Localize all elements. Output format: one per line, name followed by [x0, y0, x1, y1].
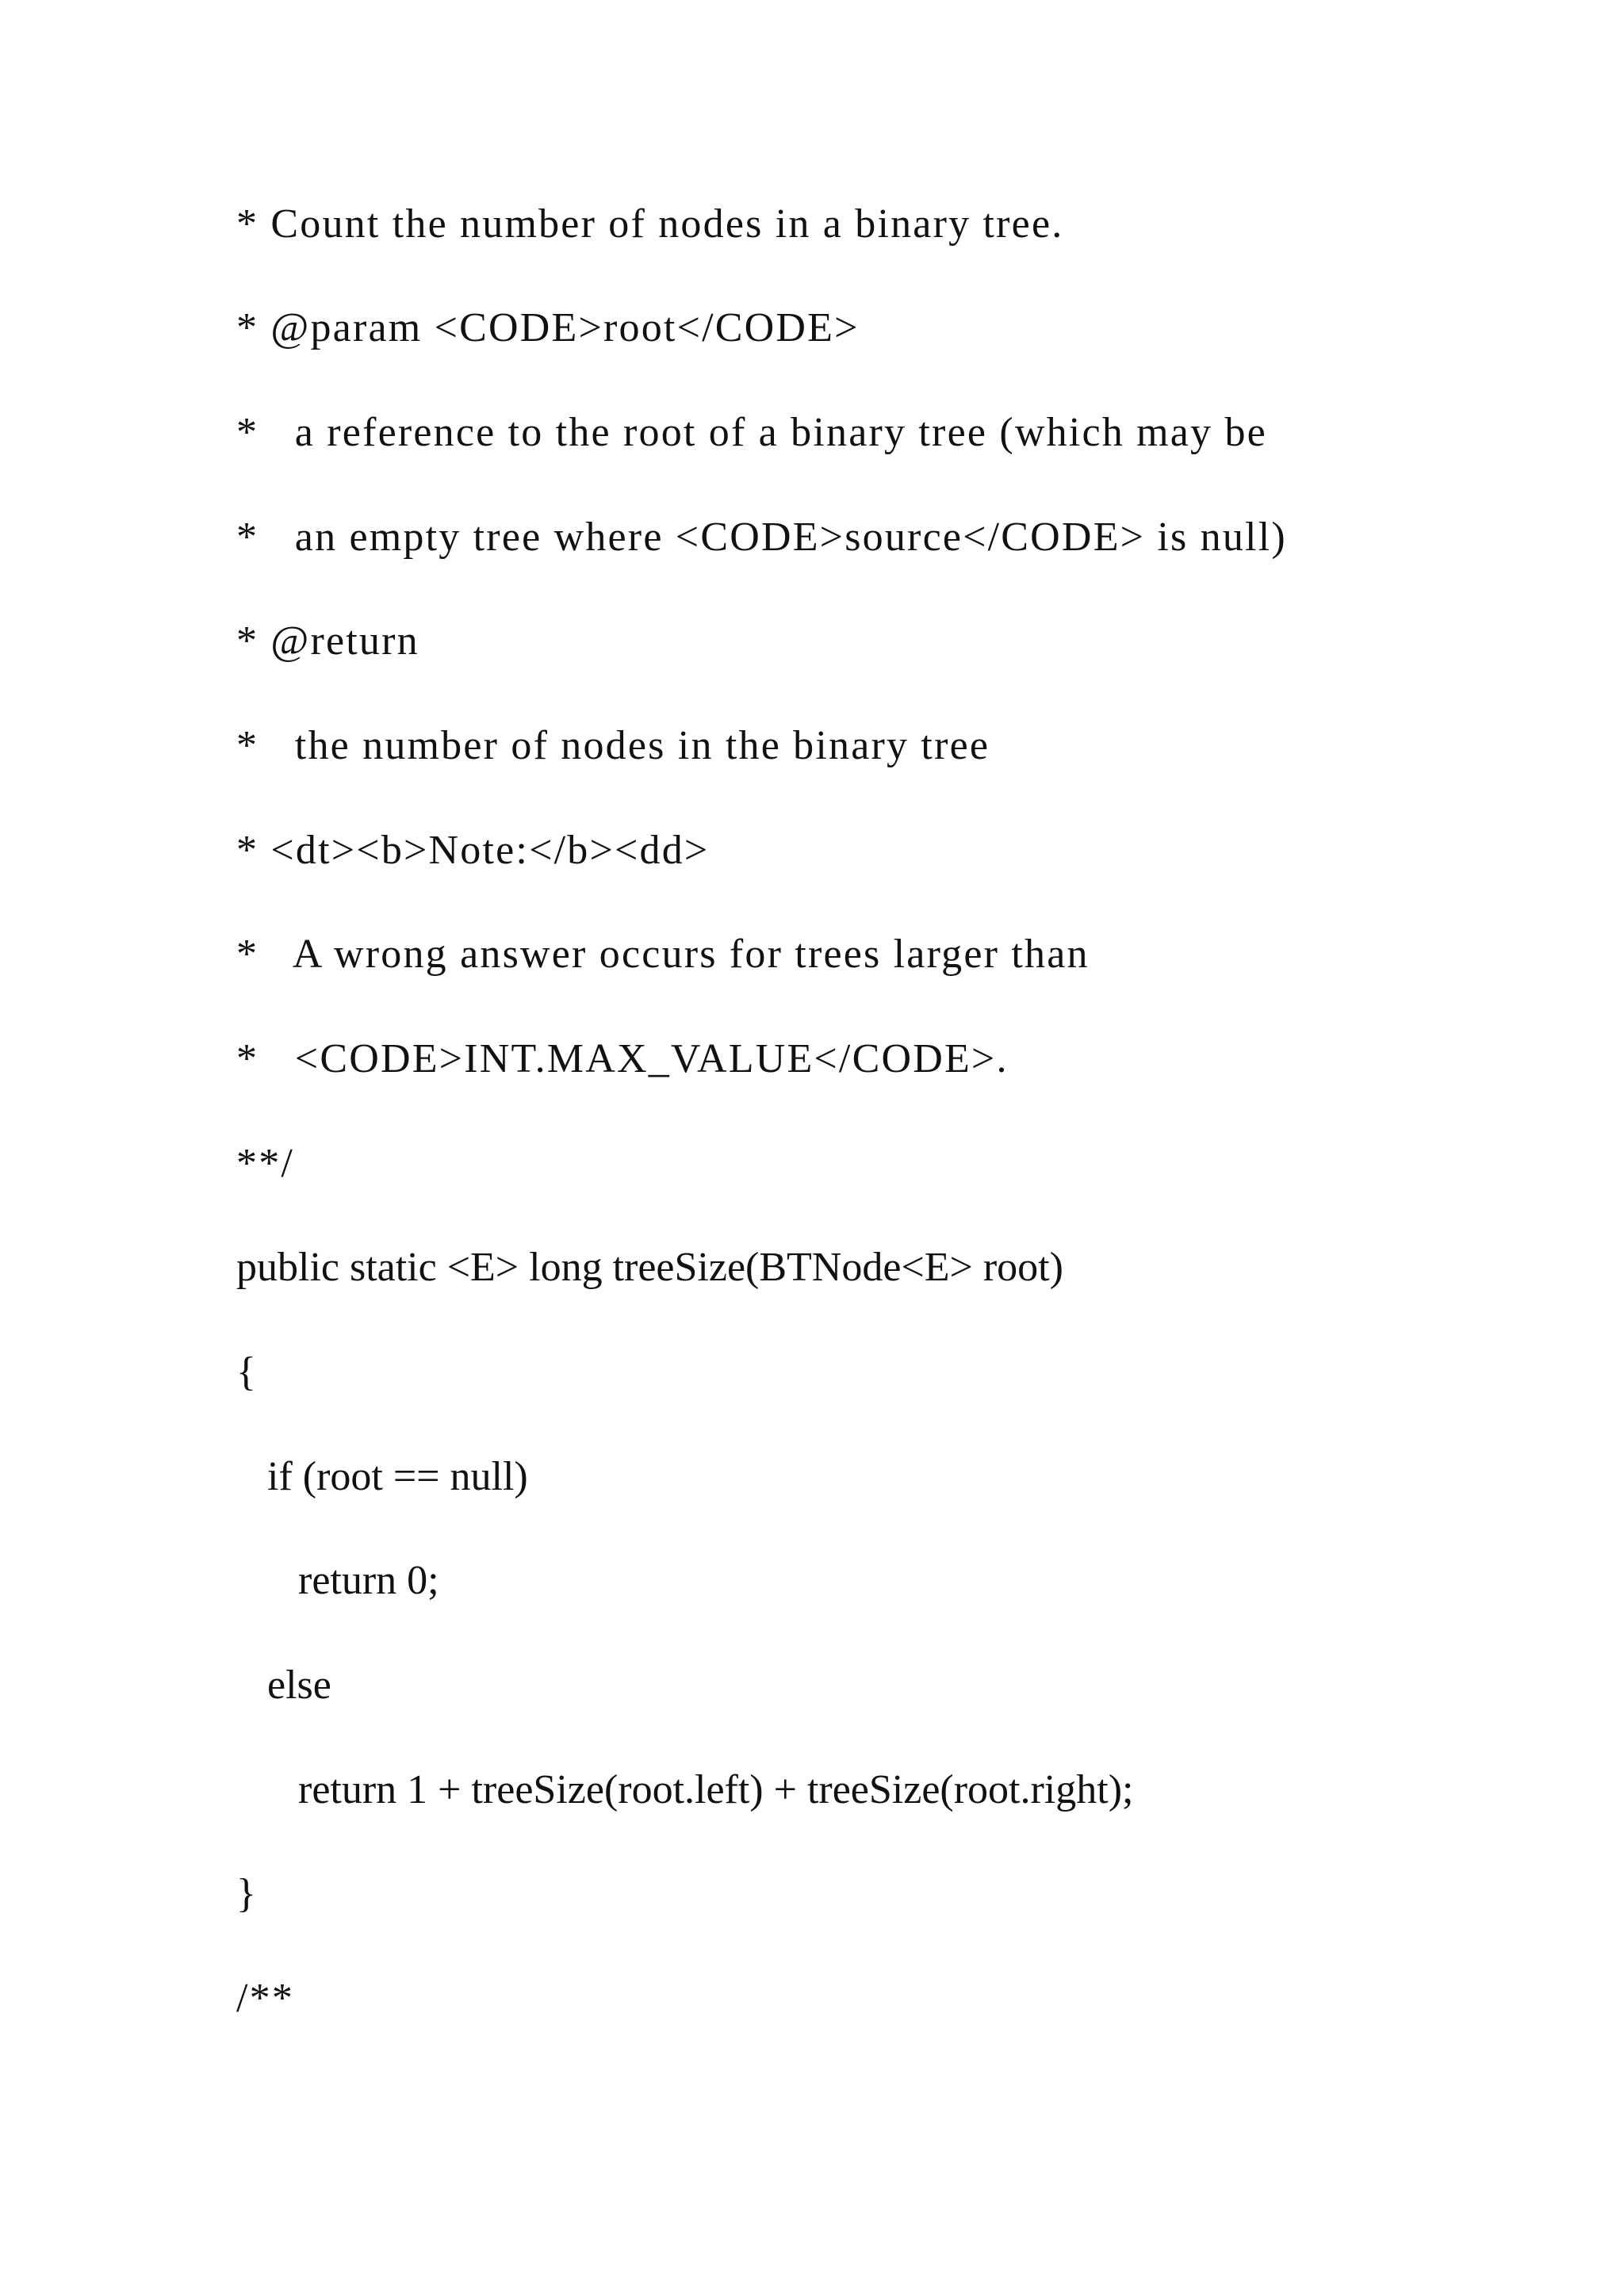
open-brace: {	[236, 1349, 256, 1395]
comment-close: **/	[236, 1141, 295, 1186]
method-signature: public static <E> long treeSize(BTNode<E> root)	[236, 1245, 1063, 1290]
comment-line-note-tag: * <dt><b>Note:</b><dd>	[236, 828, 710, 873]
close-brace: }	[236, 1871, 256, 1916]
code-line-return-zero: return 0;	[236, 1558, 439, 1603]
comment-line-return-tag: * @return	[236, 618, 419, 664]
comment-open: /**	[236, 1976, 295, 2021]
comment-line-return-desc: * the number of nodes in the binary tree	[236, 723, 990, 768]
comment-line-summary: * Count the number of nodes in a binary tree.	[236, 201, 1064, 247]
comment-line-param-tag: * @param <CODE>root</CODE>	[236, 305, 860, 350]
code-line-if: if (root == null)	[236, 1454, 528, 1499]
comment-line-param-desc-2: * an empty tree where <CODE>source</CODE> is null)	[236, 515, 1287, 560]
code-line-else: else	[236, 1663, 331, 1708]
comment-line-param-desc-1: * a reference to the root of a binary tree (which may be	[236, 410, 1267, 455]
comment-line-note-desc-1: * A wrong answer occurs for trees larger than	[236, 932, 1090, 977]
comment-line-note-desc-2: * <CODE>INT.MAX_VALUE</CODE>.	[236, 1036, 1009, 1081]
code-line-return-recursive: return 1 + treeSize(root.left) + treeSize(root.right);	[236, 1767, 1134, 1812]
